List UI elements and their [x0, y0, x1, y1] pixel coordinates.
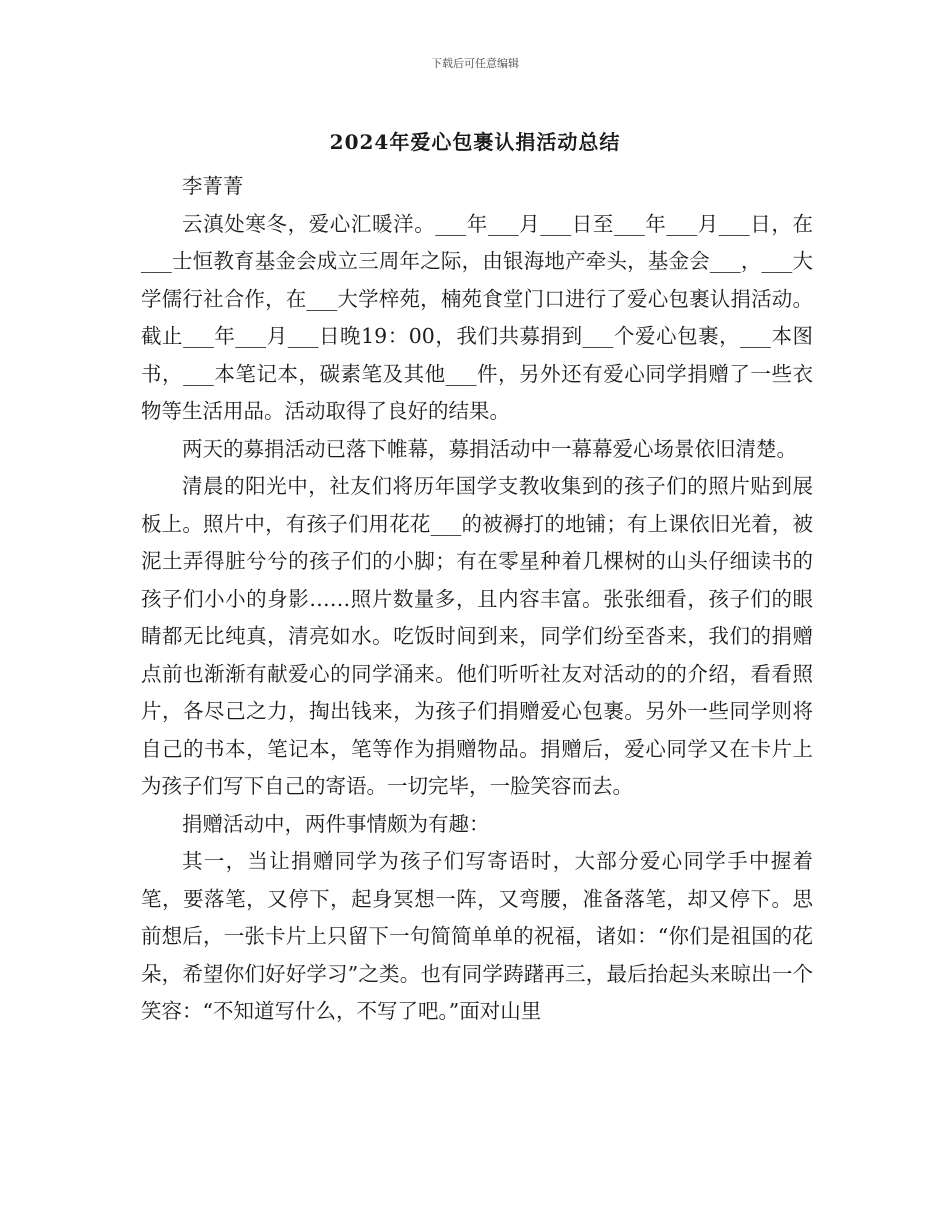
document-body: [141, 168, 813, 1031]
header-note: 下载后可任意编辑: [431, 57, 519, 70]
paragraph: 两天的募捐活动已落下帷幕，募捐活动中一幕幕爱心场景依旧清楚。: [182, 436, 797, 461]
paragraph: 清晨的阳光中，社友们将历年国学支教收集到的孩子们的照片贴到展板上。照片中，有孩子们用花花___的被褥打的地铺；有上课依旧光着，被泥土弄得脏兮兮的孩子们的小脚；有在零星种着几棵树的山头仔细读书的孩子们小小的身影……照片数量多，且内容丰富。张张细看，孩子们的眼睛都无比纯真，清亮如水。吃饭时间到来，同学们纷至沓来，我们的捐赠点前也渐渐有献爱心的同学涌来。他们听听社友对活动的的介绍，看看照片，各尽己之力，掏出钱来，为孩子们捐赠爱心包裹。另外一些同学则将自己的书本，笔记本，笔等作为捐赠物品。捐赠后，爱心同学又在卡片上为孩子们写下自己的寄语。一切完毕，一脸笑容而去。: [141, 474, 813, 798]
paragraph: 云滇处寒冬，爱心汇暖洋。___年___月___日至___年___月___日，在___士恒教育基金会成立三周年之际，由银海地产牵头，基金会___，___大学儒行社合作，在___大学梓苑，楠苑食堂门口进行了爱心包裹认捐活动。截止___年___月___日晚19：00，我们共募捐到___个爱心包裹，___本图书，___本笔记本，碳素笔及其他___件，另外还有爱心同学捐赠了一些衣物等生活用品。活动取得了良好的结果。: [141, 211, 813, 423]
document-title: 2024年爱心包裹认捐活动总结: [329, 130, 621, 154]
paragraph: 捐赠活动中，两件事情颇为有趣：: [182, 811, 490, 836]
paragraph: 其一，当让捐赠同学为孩子们写寄语时，大部分爱心同学手中握着笔，要落笔，又停下，起身冥想一阵，又弯腰，准备落笔，却又停下。思前想后，一张卡片上只留下一句简简单单的祝福，诸如：“你们是祖国的花朵，希望你们好好学习”之类。也有同学踌躇再三，最后抬起头来晾出一个笑容：“不知道写什么，不写了吧。”面对山里: [141, 849, 813, 1023]
author-name: 李菁菁: [182, 174, 244, 198]
